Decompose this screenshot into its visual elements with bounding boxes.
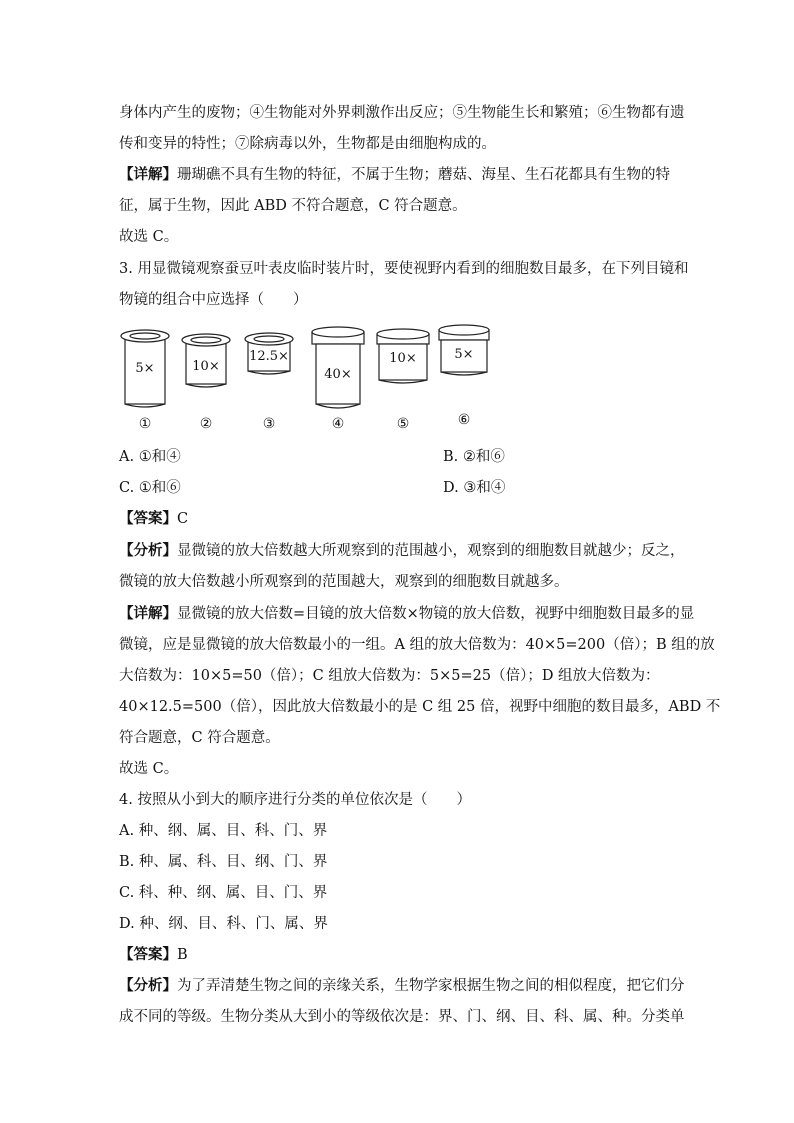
q3-analysis-line: 微镜的放大倍数越小所观察到的范围越大，观察到的细胞数目就越多。 [119, 574, 569, 590]
q4-stem: 4. 按照从小到大的顺序进行分类的单位依次是（ ） [119, 792, 471, 808]
q3-option-a: A. ①和④ [119, 449, 181, 465]
q2-conclusion: 故选 C。 [119, 229, 179, 245]
lens-label: 12.5× [249, 349, 289, 364]
lens-label: 10× [389, 351, 417, 366]
lens-label: 5× [454, 347, 474, 362]
lens-number: ① [138, 416, 152, 432]
q3-option-b: B. ②和⑥ [443, 449, 505, 465]
lens-number: ③ [262, 416, 276, 432]
q3-detail-line: 【详解】显微镜的放大倍数=目镜的放大倍数×物镜的放大倍数，视野中细胞数目最多的显 [119, 605, 695, 622]
q3-analysis-line: 【分析】显微镜的放大倍数越大所观察到的范围越小，观察到的细胞数目就越少；反之， [119, 542, 685, 559]
q4-option-c: C. 科、种、纲、属、目、门、界 [119, 885, 328, 901]
q3-detail-line: 符合题意，C 符合题意。 [119, 730, 280, 746]
q2-detail-line: 征，属于生物，因此 ABD 不符合题意，C 符合题意。 [119, 198, 467, 214]
q4-option-d: D. 种、纲、目、科、门、属、界 [119, 916, 328, 932]
lens-number: ② [199, 416, 213, 432]
q4-analysis-line: 【分析】为了弄清楚生物之间的亲缘关系，生物学家根据生物之间的相似程度，把它们分 [119, 977, 685, 994]
text-line: 传和变异的特性；⑦除病毒以外，生物都是由细胞构成的。 [119, 136, 496, 152]
q3-conclusion: 故选 C。 [119, 761, 179, 777]
q2-detail-line: 【详解】珊瑚礁不具有生物的特征，不属于生物；蘑菇、海星、生石花都具有生物的特 [119, 166, 670, 183]
lens-label: 5× [135, 361, 155, 376]
q3-detail-line: 微镜，应是显微镜的放大倍数最小的一组。A 组的放大倍数为：40×5=200（倍）；B 组的放 [119, 637, 715, 653]
q3-answer-line: 【答案】C [119, 510, 189, 527]
lens-figure [112, 322, 492, 434]
q4-option-a: A. 种、纲、属、目、科、门、界 [119, 823, 328, 839]
q3-stem-line: 物镜的组合中应选择（ ） [119, 292, 308, 308]
q4-answer: B [177, 947, 188, 963]
detail-tag: 【详解】 [119, 166, 177, 183]
lens-label: 40× [324, 367, 352, 382]
lens-number: ④ [331, 416, 345, 432]
q4-answer-line: 【答案】B [119, 946, 188, 963]
text-line: 身体内产生的废物；④生物能对外界刺激作出反应；⑤生物能生长和繁殖；⑥生物都有遗 [119, 105, 685, 121]
lens-number: ⑤ [396, 416, 410, 432]
q3-option-c: C. ①和⑥ [119, 480, 181, 496]
lens-number: ⑥ [457, 412, 471, 428]
lens-label: 10× [192, 359, 220, 374]
q4-analysis-line: 成不同的等级。生物分类从大到小的等级依次是：界、门、纲、目、科、属、种。分类单 [119, 1009, 685, 1025]
q3-option-d: D. ③和④ [443, 480, 506, 496]
q4-option-b: B. 种、属、科、目、纲、门、界 [119, 854, 328, 870]
q3-detail-line: 大倍数为：10×5=50（倍）；C 组放大倍数为：5×5=25（倍）；D 组放大倍数为： [119, 668, 660, 684]
q3-stem-line: 3. 用显微镜观察蚕豆叶表皮临时装片时，要使视野内看到的细胞数目最多，在下列目镜和 [119, 261, 689, 277]
q3-answer: C [177, 511, 189, 527]
q3-detail-line: 40×12.5=500（倍），因此放大倍数最小的是 C 组 25 倍，视野中细胞的数目最多，ABD 不 [119, 699, 721, 715]
